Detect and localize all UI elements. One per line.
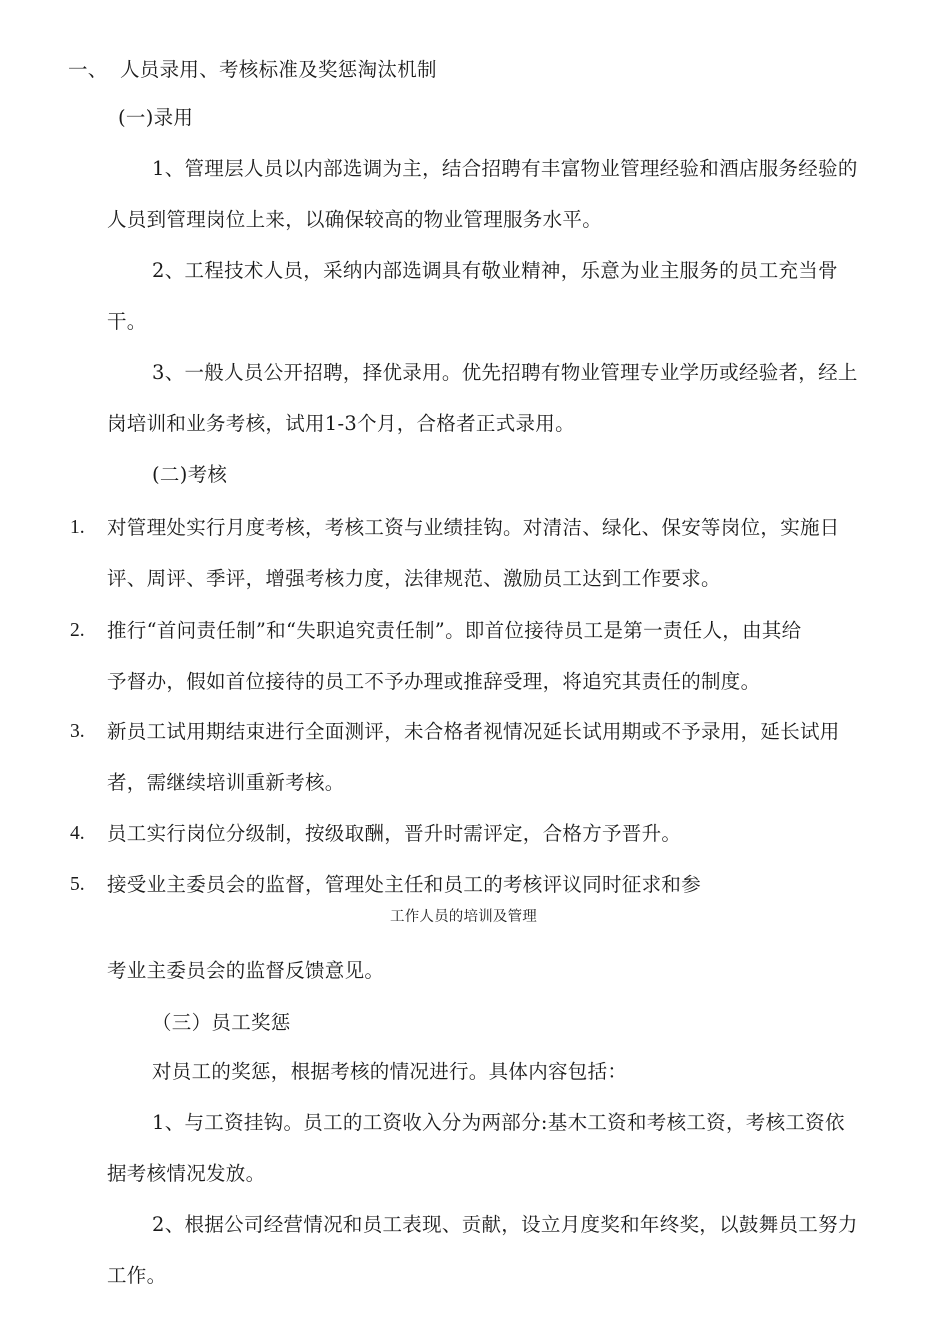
paragraph-line: 工作。 bbox=[107, 1264, 167, 1287]
list-item-text: 对管理处实行月度考核，考核工资与业绩挂钩。对清洁、绿化、保安等岗位，实施日 bbox=[107, 516, 840, 539]
paragraph-line: 对员工的奖惩，根据考核的情况进行。具体内容包括： bbox=[152, 1060, 628, 1083]
paragraph-line: 岗培训和业务考核，试用1-3个月，合格者正式录用。 bbox=[107, 412, 575, 435]
page-heading: 人员录用、考核标准及奖惩淘汰机制 bbox=[120, 58, 437, 81]
heading-number: 一、 bbox=[68, 58, 108, 81]
list-item-number: 5. bbox=[70, 874, 85, 895]
paragraph-line: 据考核情况发放。 bbox=[107, 1162, 266, 1185]
paragraph-line: 2、根据公司经营情况和员工表现、贡献，设立月度奖和年终奖，以鼓舞员工努力 bbox=[152, 1213, 858, 1236]
list-item-text: 推行“首问责任制”和“失职追究责任制”。即首位接待员工是第一责任人，由其给 bbox=[107, 619, 802, 642]
page-footer: 工作人员的培训及管理 bbox=[390, 909, 537, 925]
paragraph-line: 1、与工资挂钩。员工的工资收入分为两部分:基木工资和考核工资，考核工资依 bbox=[152, 1111, 845, 1134]
list-item-text: 者，需继续培训重新考核。 bbox=[107, 771, 345, 794]
list-item-number: 1. bbox=[70, 517, 85, 538]
list-item-number: 4. bbox=[70, 823, 85, 844]
paragraph-line: 人员到管理岗位上来，以确保较高的物业管理服务水平。 bbox=[107, 208, 603, 231]
section-title-assessment: (二)考核 bbox=[152, 463, 228, 486]
list-item-text: 予督办，假如首位接待的员工不予办理或推辞受理，将追究其责任的制度。 bbox=[107, 670, 761, 693]
list-item-number: 2. bbox=[70, 620, 85, 641]
list-item-text: 新员工试用期结束进行全面测评，未合格者视情况延长试用期或不予录用，延长试用 bbox=[107, 720, 840, 743]
list-item-text: 员工实行岗位分级制，按级取酬，晋升时需评定，合格方予晋升。 bbox=[107, 822, 682, 845]
list-item-text: 接受业主委员会的监督，管理处主任和员工的考核评议同时征求和参 bbox=[107, 873, 702, 896]
paragraph-line: 1、管理层人员以内部选调为主，结合招聘有丰富物业管理经验和酒店服务经验的 bbox=[152, 157, 858, 180]
paragraph-line: 2、工程技术人员，采纳内部选调具有敬业精神，乐意为业主服务的员工充当骨 bbox=[152, 259, 838, 282]
section-title-rewards: （三）员工奖惩 bbox=[152, 1011, 291, 1034]
list-item-text: 考业主委员会的监督反馈意见。 bbox=[107, 959, 385, 982]
section-title-recruitment: (一)录用 bbox=[118, 106, 194, 129]
paragraph-line: 干。 bbox=[107, 310, 147, 333]
paragraph-line: 3、一般人员公开招聘，择优录用。优先招聘有物业管理专业学历或经验者，经上 bbox=[152, 361, 858, 384]
list-item-text: 评、周评、季评，增强考核力度，法律规范、激励员工达到工作要求。 bbox=[107, 567, 721, 590]
list-item-number: 3. bbox=[70, 721, 85, 742]
